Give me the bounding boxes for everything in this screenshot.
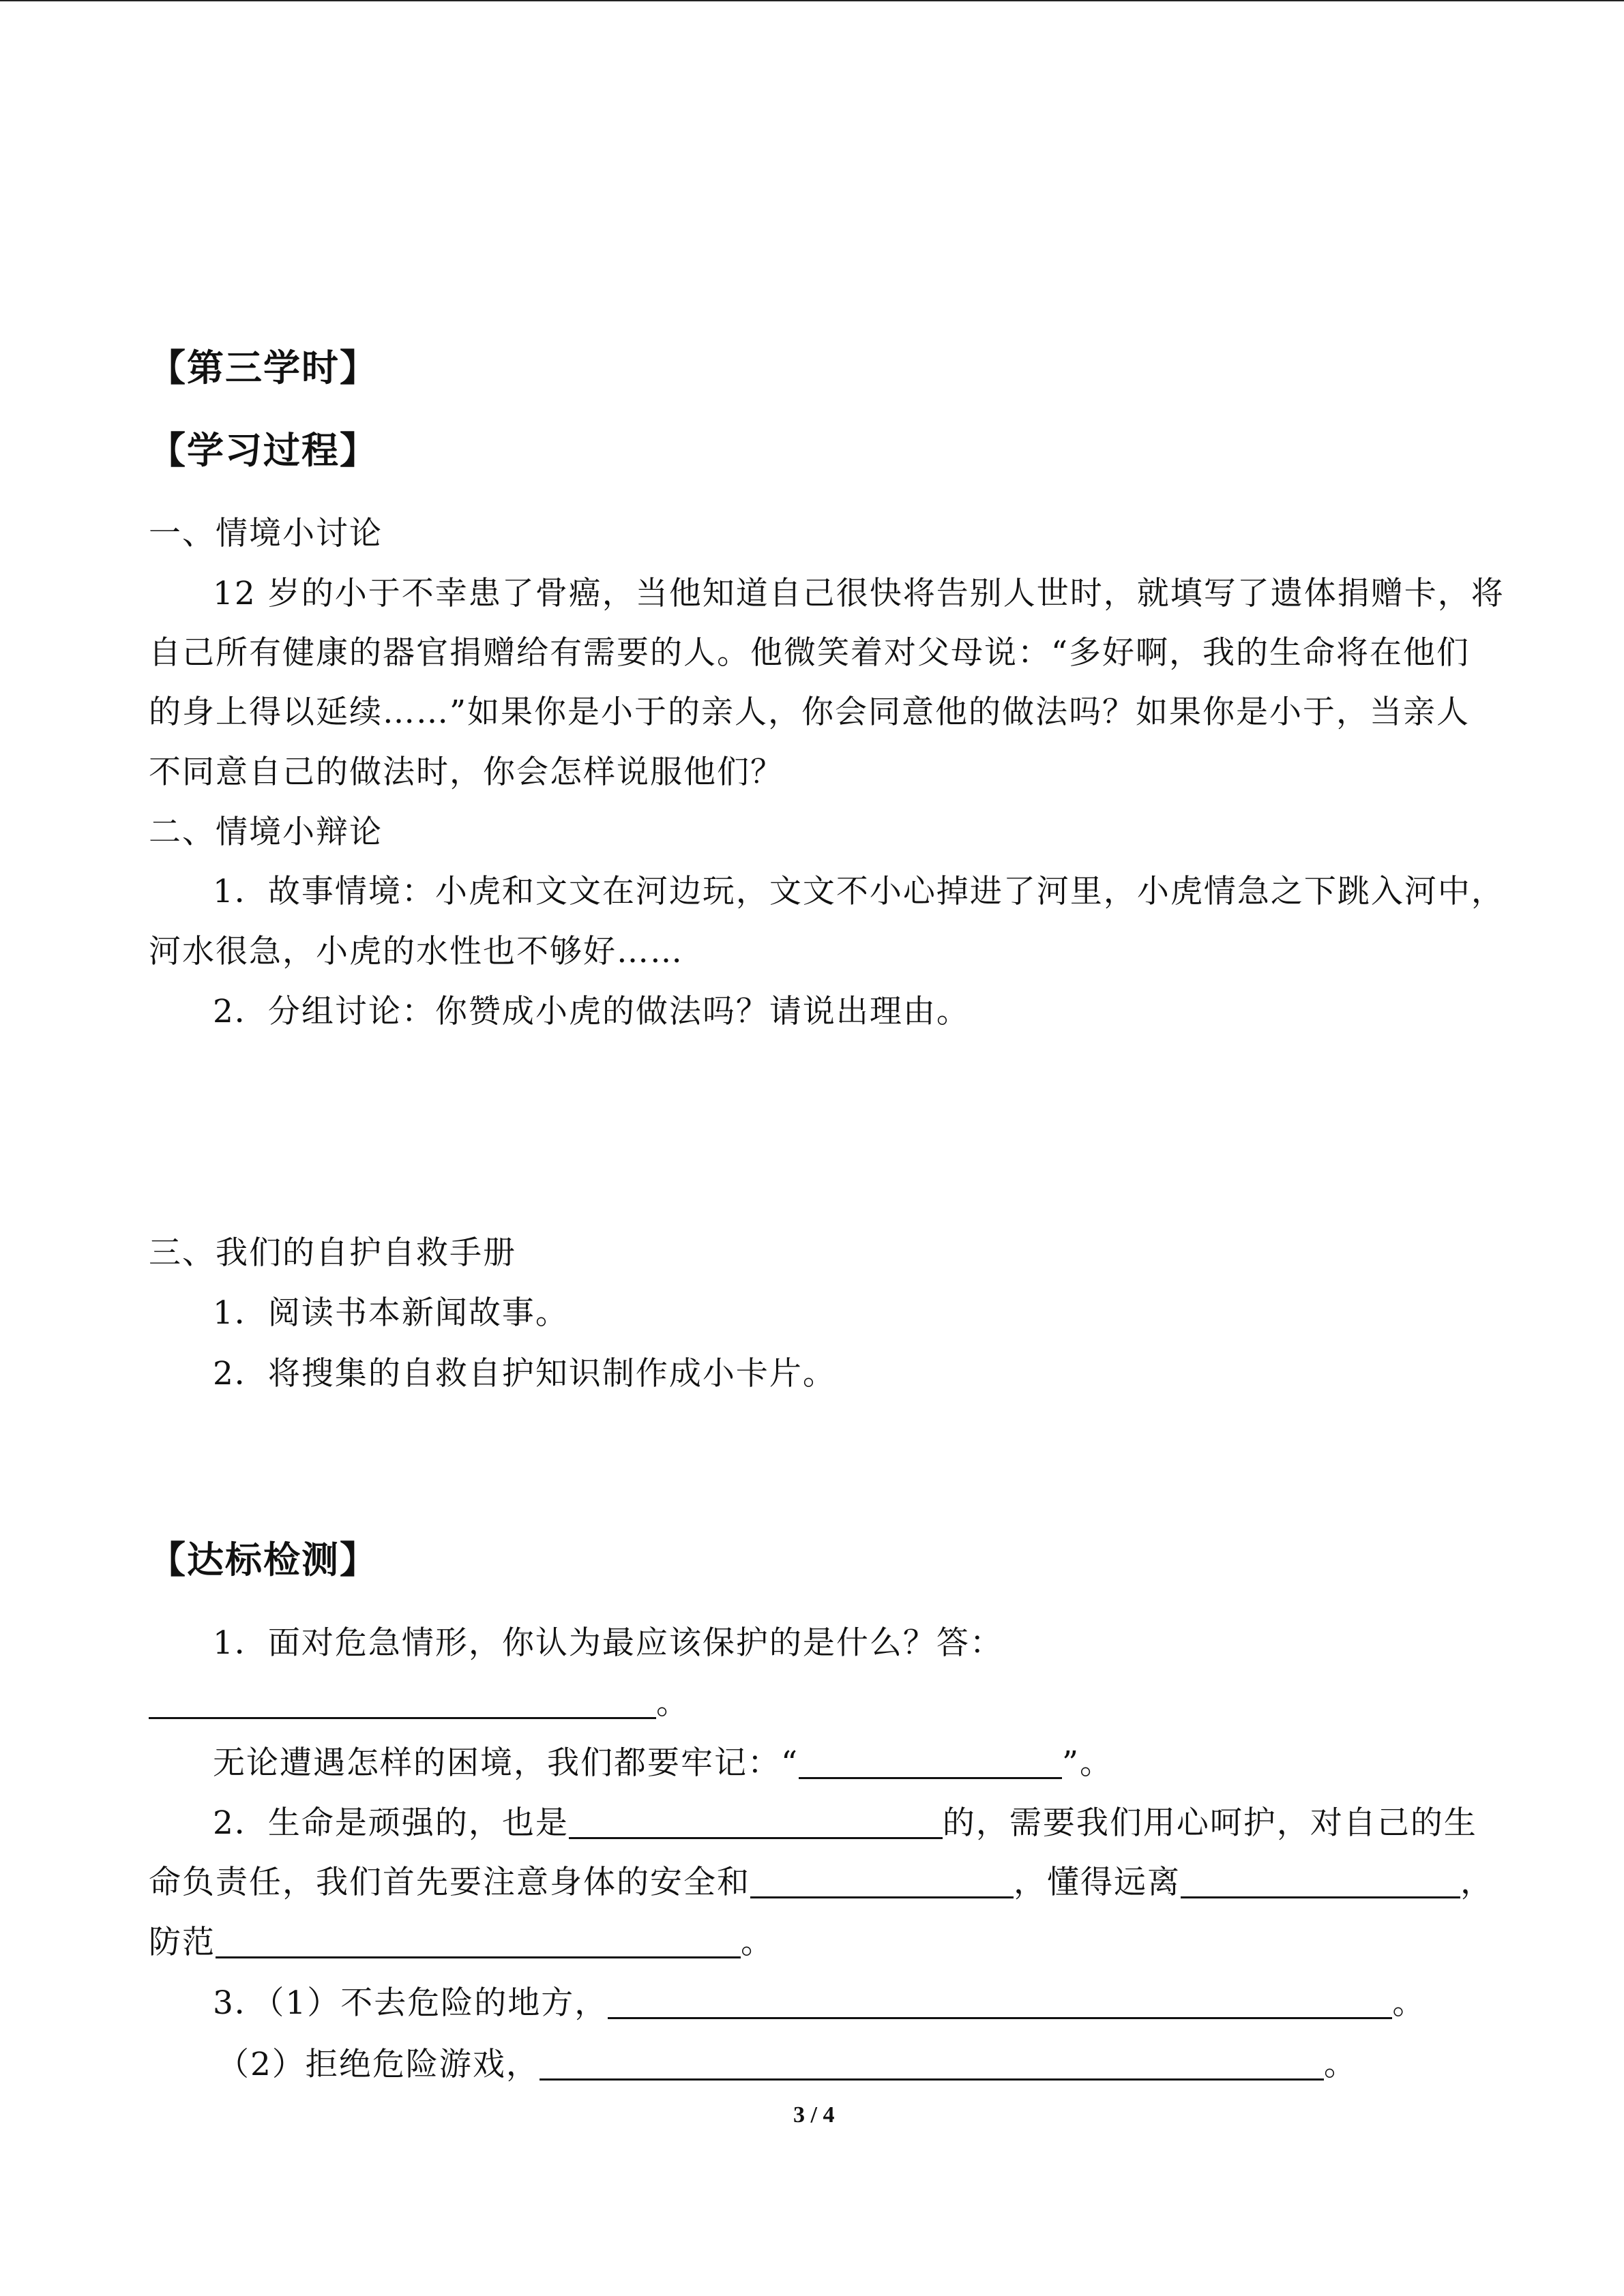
section2-title: 二、情境小辩论	[149, 814, 383, 851]
answer-blank[interactable]	[750, 1866, 1014, 1898]
test-question1: 1．面对危急情形，你认为最应该保护的是什么？答：	[213, 1624, 1003, 1662]
section2-item1-line1: 1．故事情境：小虎和文文在河边玩，文文不小心掉进了河里，小虎情急之下跳入河中，	[213, 873, 1505, 910]
section2-item2: 2．分组讨论：你赞成小虎的做法吗？请说出理由。	[213, 993, 970, 1030]
section3-item1: 1．阅读书本新闻故事。	[213, 1294, 569, 1332]
test-question3-item1: 3．（1）不去危险的地方， 。	[213, 1984, 1426, 2022]
test-question3-item2: （2）拒绝危险游戏， 。	[217, 2046, 1357, 2083]
answer-blank[interactable]	[799, 1747, 1062, 1779]
page-top-border	[0, 0, 1624, 1]
section3-item2: 2．将搜集的自救自护知识制作成小卡片。	[213, 1355, 836, 1392]
answer-blank[interactable]	[608, 1987, 1392, 2019]
answer-blank[interactable]	[1181, 1866, 1460, 1898]
test-question2-line1: 2．生命是顽强的，也是 的，需要我们用心呵护，对自己的生	[213, 1804, 1477, 1842]
test-question1b: 无论遭遇怎样的困境，我们都要牢记：“ ”。	[213, 1744, 1114, 1782]
section2-item1-line2: 河水很急，小虎的水性也不够好……	[149, 933, 683, 970]
page-number: 3 / 4	[793, 2102, 835, 2128]
section1-paragraph-line3: 的身上得以延续……”如果你是小于的亲人，你会同意他的做法吗？如果你是小于，当亲人	[149, 694, 1471, 731]
answer-blank[interactable]	[569, 1807, 943, 1839]
answer-blank[interactable]	[149, 1687, 656, 1719]
answer-blank[interactable]	[216, 1926, 741, 1958]
section1-paragraph-line1: 12 岁的小于不幸患了骨癌，当他知道自己很快将告别人世时，就填写了遗体捐赠卡，将	[213, 575, 1505, 612]
section1-paragraph-line4: 不同意自己的做法时，你会怎样说服他们？	[149, 754, 784, 791]
test-question2-line3: 防范 。	[149, 1924, 774, 1961]
test-question1-answer-line: 。	[149, 1678, 690, 1723]
process-heading: 【学习过程】	[149, 429, 378, 472]
test-question2-line2: 命负责任，我们首先要注意身体的安全和 ，懂得远离 ，	[149, 1864, 1494, 1901]
section3-title: 三、我们的自护自救手册	[149, 1234, 516, 1272]
test-heading: 【达标检测】	[149, 1538, 378, 1581]
lesson-heading: 【第三学时】	[149, 346, 378, 389]
section1-paragraph-line2: 自己所有健康的器官捐赠给有需要的人。他微笑着对父母说：“多好啊，我的生命将在他们	[149, 634, 1471, 672]
answer-blank[interactable]	[540, 2048, 1324, 2081]
section1-title: 一、情境小讨论	[149, 515, 383, 552]
